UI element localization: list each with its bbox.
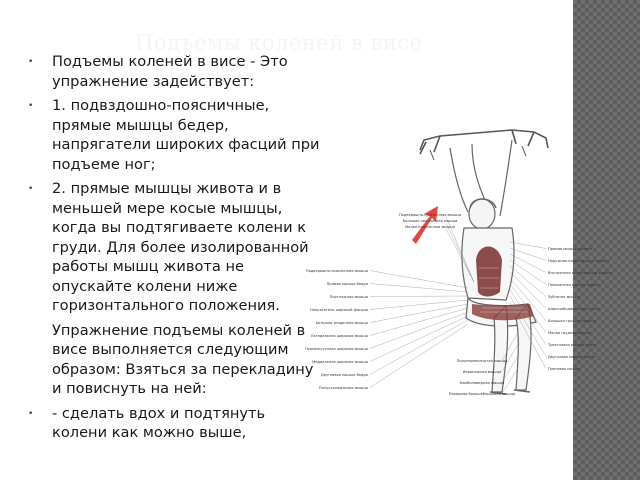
- label-leader-line: [370, 324, 468, 388]
- muscle-label: Прямая мышца бедра: [326, 282, 368, 286]
- bullet-text: Упражнение подъемы коленей в висе выполняется следующим образом: Взяться за перекладину и повиснуть на ней:: [52, 321, 314, 397]
- muscle-label: Большая грудная мышца: [548, 319, 596, 323]
- muscle-label: Широчайшая мышца спины: [548, 307, 601, 311]
- label-leader-line: [510, 242, 546, 249]
- muscle-label: Медиальная широкая мышца: [312, 360, 368, 364]
- label-leader-line: [370, 316, 468, 362]
- bullet-dot-icon: •: [28, 101, 34, 111]
- bullet-list: [28, 52, 320, 448]
- bullet-text: - сделать вдох и подтянуть колени как можно выше,: [52, 404, 266, 441]
- muscle-label: Поперечная мышца живота: [548, 283, 601, 287]
- muscle-label: Двуглавая мышца плеча: [548, 355, 595, 359]
- decorative-side-bar: [573, 0, 640, 480]
- bullet-text: 1. подвздошно-поясничные, прямые мышцы бедер, напрягатели широких фасций при подъеме ног;: [52, 97, 320, 173]
- muscle-label: Промежуточная широкая мышца: [304, 347, 368, 351]
- bullet-dot-icon: •: [28, 184, 34, 194]
- label-leader-line: [510, 254, 546, 273]
- muscle-label: Большая ягодичная мышца: [315, 321, 368, 325]
- label-leader-line: [510, 272, 546, 309]
- label-leader-line: [370, 300, 468, 310]
- bullet-item: [28, 179, 320, 316]
- muscle-label: Зубчатая мышца: [548, 295, 581, 299]
- label-leader-line: [370, 308, 468, 336]
- anatomy-figure: [304, 92, 613, 410]
- muscle-label: Малая поясничная мышца: [405, 225, 455, 229]
- muscle-label: Камбаловидная мышца: [459, 381, 505, 385]
- muscle-label: Внутренняя косая мышца живота: [548, 271, 613, 275]
- muscle-label: Подвздошно-поясничная мышца: [305, 269, 368, 273]
- muscle-label: Латеральная широкая мышца: [310, 334, 368, 338]
- bullet-item: [28, 404, 320, 443]
- bullet-item: [28, 52, 320, 91]
- bullet-text: 2. прямые мышцы живота и в меньшей мере косые мышцы, когда вы подтягиваете колени к груди. Для более изолированной работы мышц живота не опускайте колени ниже горизонтального положения.: [52, 180, 309, 314]
- muscle-label: Наружная косая мышца живота: [548, 259, 610, 263]
- label-leader-line: [370, 320, 468, 375]
- muscle-label: Передняя большеберцовая мышца: [448, 392, 516, 396]
- muscle-label: Двуглавая мышца бедра: [320, 373, 368, 377]
- label-leader-line: [370, 284, 468, 293]
- muscle-label: Плечевая мышца: [548, 367, 581, 371]
- bullet-text: Подъемы коленей в висе - Это упражнение задействует:: [52, 53, 288, 90]
- muscle-label: Икроножная мышца: [462, 370, 502, 374]
- label-leader-line: [510, 248, 546, 261]
- label-leader-line: [370, 312, 468, 349]
- label-leader-line: [510, 266, 546, 297]
- muscle-label: Полусухожильная мышца: [318, 386, 368, 390]
- muscle-label: Подвздошно-поясничная мышца: [398, 213, 462, 217]
- hanging-knee-raise-anatomy-illustration: [304, 92, 613, 410]
- abdominal-muscles-highlight: [476, 247, 502, 297]
- bullet-dot-icon: •: [28, 408, 34, 419]
- muscle-label: Малая грудная мышца: [548, 331, 592, 335]
- slide-title: Подъемы коленей в висе: [135, 31, 423, 55]
- bullet-dot-icon: •: [28, 57, 34, 67]
- labels-left: [305, 269, 468, 390]
- muscle-label: Полуперепончатая мышца: [456, 359, 508, 363]
- muscle-label: Напрягатель широкой фасции: [310, 308, 368, 312]
- muscle-label: Большая поясничная мышца: [402, 219, 458, 223]
- muscle-label: Портняжная мышца: [329, 295, 368, 299]
- label-leader-line: [510, 260, 546, 285]
- muscle-label: Прямая мышца живота: [548, 247, 593, 251]
- bullet-item: [28, 96, 320, 174]
- label-leader-line: [370, 296, 468, 297]
- pull-up-bar-icon: [420, 130, 548, 160]
- muscle-label: Трехглавая мышца плеча: [548, 343, 597, 347]
- bullet-item: [28, 321, 320, 399]
- label-leader-line: [370, 271, 468, 289]
- label-leader-line: [370, 304, 468, 323]
